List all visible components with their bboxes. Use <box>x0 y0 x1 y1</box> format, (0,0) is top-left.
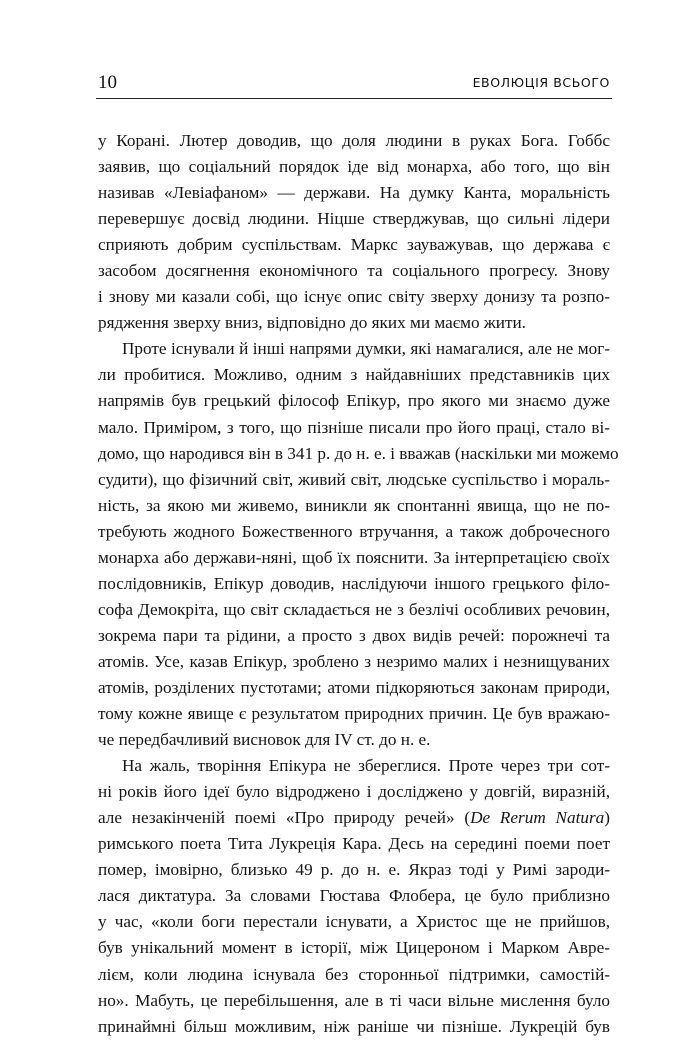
text-line: тому кожне явище є результатом природних причин. Це був вражаю- <box>98 704 610 724</box>
text-line: че передбачливий висновок для IV ст. до н. е. <box>98 730 431 750</box>
text-fragment: але незакінченій поемі «Про природу речей» ( <box>98 808 471 828</box>
text-line: домо, що народився він в 341 р. до н. е. і вважав (наскільки ми можемо <box>98 443 619 463</box>
text-line: називав «Левіафаном» — держави. На думку Канта, моральність <box>98 183 610 203</box>
text-line: заявив, що соціальний порядок іде від монарха, або того, що він <box>98 157 610 177</box>
text-line: у час, «коли боги перестали існувати, а Христос ще не прийшов, <box>98 912 610 932</box>
text-line: лієм, коли людина існувала без сторонньої підтримки, самостій- <box>98 964 610 984</box>
text-line: напрямів був грецький філософ Епікур, про якого ми знаємо дуже <box>98 391 610 411</box>
text-line: лася диктатура. За словами Гюстава Флобера, це було приблизно <box>98 886 610 906</box>
text-line: римського поета Тита Лукреція Кара. Десь на середині поеми поет <box>98 834 610 854</box>
text-line: судити), що фізичний світ, живий світ, людське суспільство і мораль- <box>98 469 610 489</box>
text-line: монарха або держави-няні, щоб їх пояснити. За інтерпретацією своїх <box>98 547 610 567</box>
paragraph <box>98 336 619 753</box>
page-number: 10 <box>98 72 117 93</box>
text-line: ли пробитися. Можливо, одним з найдавніших представників цих <box>98 365 610 385</box>
text-line: Проте існували й інші напрями думки, які намагалися, але не мог- <box>122 339 610 359</box>
paragraph <box>98 753 610 1040</box>
text-line <box>98 805 610 831</box>
paragraph <box>98 128 610 336</box>
italic-title: De Rerum Natura <box>470 808 605 828</box>
text-fragment: ) <box>604 808 610 828</box>
text-line: у Корані. Лютер доводив, що доля людини в руках Бога. Гоббс <box>98 131 610 150</box>
body-text <box>98 128 619 1040</box>
book-title: ЕВОЛЮЦІЯ ВСЬОГО <box>472 75 610 90</box>
text-line: атомів, розділених пустотами; атоми підкоряються законам природи, <box>98 677 610 697</box>
text-line: софа Демокріта, що світ складається не з безлічі особливих речовин, <box>98 599 610 619</box>
text-line: атомів. Усе, казав Епікур, зроблено з незримо малих і незнищуваних <box>98 651 610 671</box>
text-line: рядження зверху вниз, відповідно до яких ми маємо жити. <box>98 313 526 333</box>
text-line: На жаль, творіння Епікура не збереглися. Проте через три сот- <box>122 756 610 776</box>
text-line: засобом досягнення економічного та соціального прогресу. Знову <box>98 261 610 281</box>
text-line: помер, імовірно, близько 49 р. до н. е. Якраз тоді у Римі зароди- <box>98 860 610 880</box>
text-line: зокрема пари та рідини, а просто з двох видів речей: порожнечі та <box>98 625 610 645</box>
text-line: требують жодного Божественного втручання, а також доброчесного <box>98 521 610 541</box>
text-line: і знову ми казали собі, що існує опис світу зверху донизу та розпо- <box>98 287 610 307</box>
text-line: ні років його ідеї було відроджено і досліджено у довгій, виразній, <box>98 782 610 802</box>
text-line: принаймні більш можливим, ніж раніше чи пізніше. Лукрецій був <box>98 1016 610 1036</box>
text-line: був унікальний момент в історії, між Цицероном і Марком Авре- <box>98 938 610 958</box>
text-line: перевершує досвід людини. Ніцше стверджував, що сильні лідери <box>98 209 610 229</box>
text-line: но». Мабуть, це перебільшення, але в ті часи вільне мислення було <box>98 990 610 1010</box>
text-line: мало. Приміром, з того, що пізніше писали про його праці, стало ві- <box>98 417 610 437</box>
text-line: ність, за якою ми живемо, виникли як спонтанні явища, що не по- <box>98 495 610 515</box>
running-header <box>96 68 612 99</box>
text-line: сприяють добрим суспільствам. Маркс зауважував, що держава є <box>98 235 610 255</box>
text-line: послідовників, Епікур доводив, наслідуючи іншого грецького філо- <box>98 573 610 593</box>
